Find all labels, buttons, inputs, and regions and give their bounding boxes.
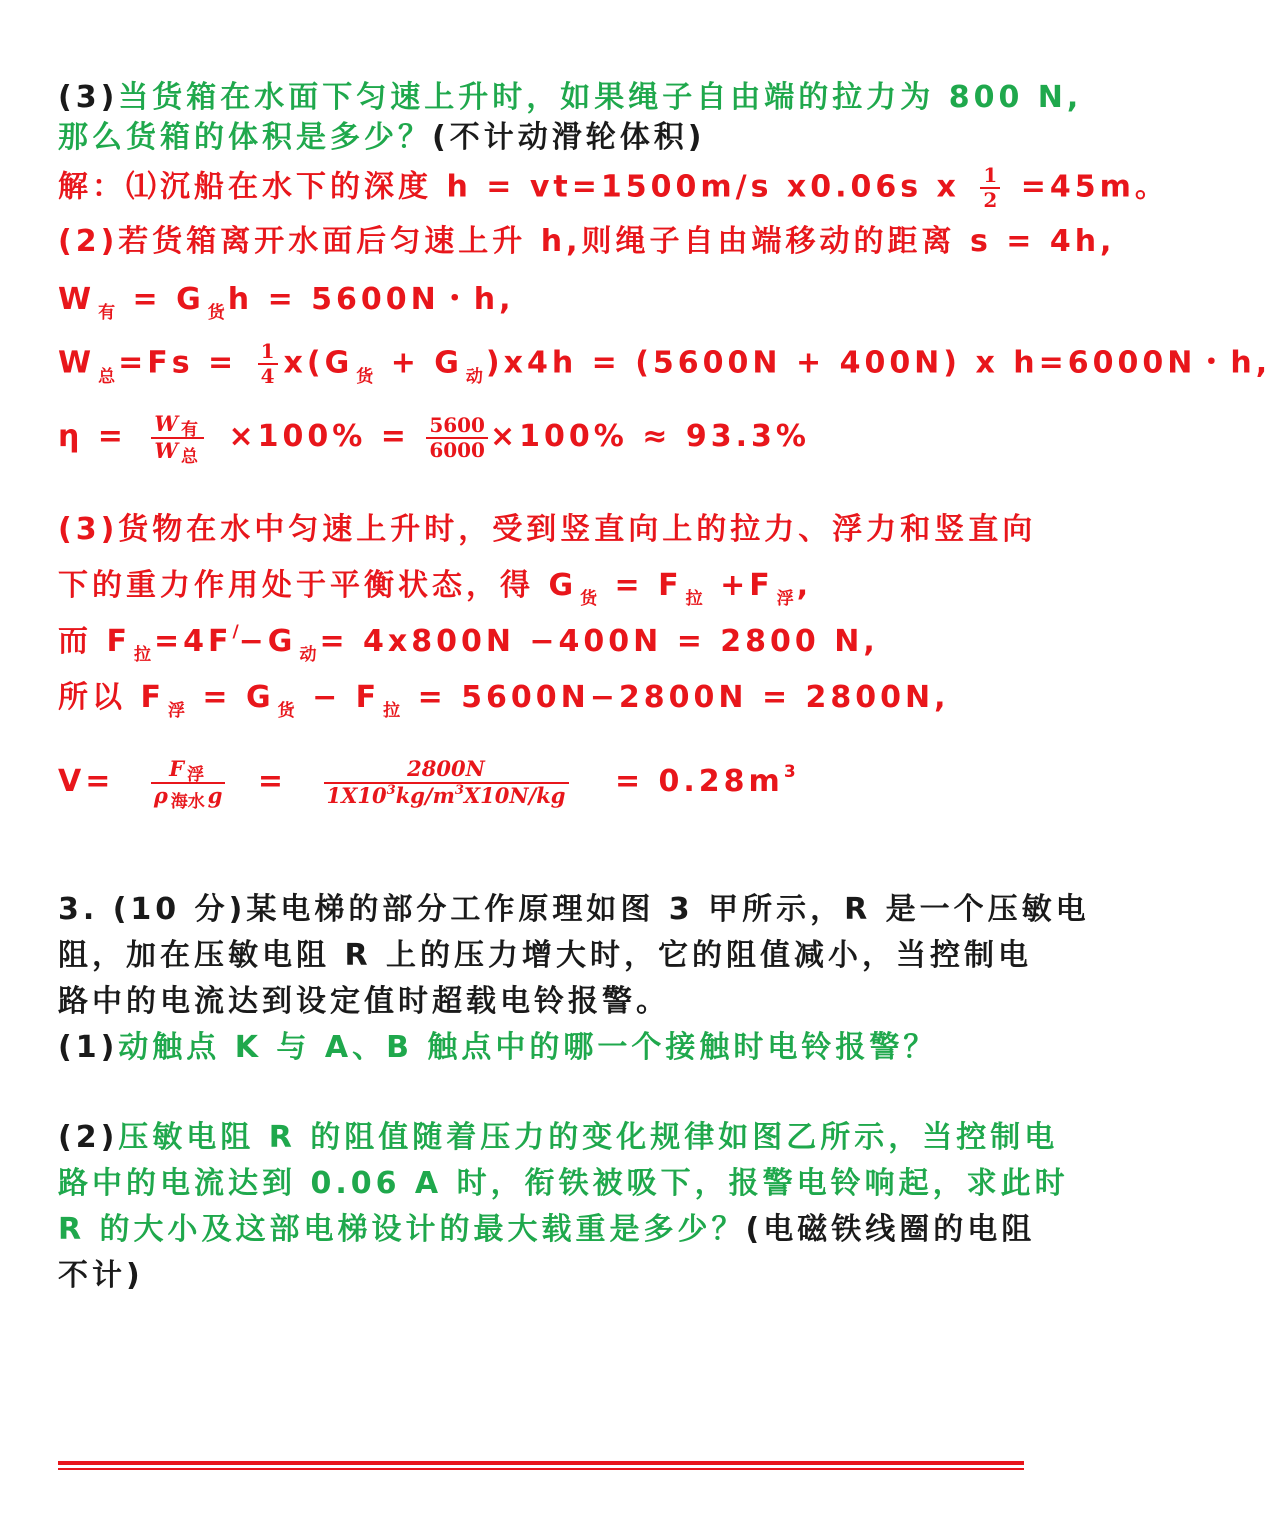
question3-sub2-line2: 路中的电流达到 0.06 A 时，衔铁被吸下，报警电铃响起，求此时 [58, 1166, 1069, 1201]
volume-line: V= $\frac{\text{F 浮}}{\text{ρ 海水 g}}$ = $\frac{2800N}{1X10^3kg/m^3X10N/kg}$ = $0.28m^3$ [58, 756, 796, 812]
fraction-5600-over-6000: $\frac{5600}{6000}$ [426, 414, 488, 462]
part3-label: (3) [58, 80, 119, 115]
question3-sub2-line3: R 的大小及这部电梯设计的最大载重是多少？(电磁铁线圈的电阻 [58, 1212, 1036, 1247]
question3-sub2-line4: 不计) [58, 1258, 144, 1293]
question3-sub2-line1: (2)压敏电阻 R 的阻值随着压力的变化规律如图乙所示，当控制电 [58, 1120, 1059, 1155]
fraction-one-half: $\frac{1}{2}$ [980, 164, 1000, 212]
part3-question-text2: 那么货箱的体积是多少？ [58, 120, 432, 155]
question3-sub1: (1)动触点 K 与 A、B 触点中的哪一个接触时电铃报警？ [58, 1030, 938, 1065]
solution-marker: ⑴ [126, 169, 160, 205]
part3-question-note: (不计动滑轮体积) [432, 120, 706, 155]
part3-question-line1 [58, 78, 1082, 118]
fraction-buoyancy-over-density: $\frac{\text{F 浮}}{\text{ρ 海水 g}}$ [151, 757, 226, 808]
efficiency-line: η = $\frac{\text{W 有}}{\text{W 总}}$ ×100% = $\frac{5600}{6000}$ ×100% ≈ 93.3% [58, 411, 810, 467]
fraction-one-quarter: $\frac{1}{4}$ [258, 340, 278, 388]
part3-question-text: 当货箱在水面下匀速上升时，如果绳子自由端的拉力为 800 N, [118, 80, 1083, 115]
footer-divider-thick [58, 1461, 1024, 1465]
solution2-line1: (2)若货箱离开水面后匀速上升 h,则绳子自由端移动的距离 s = 4h, [58, 224, 1116, 259]
fraction-w-useful-over-w-total: $\frac{\text{W 有}}{\text{W 总}}$ [151, 412, 204, 463]
total-work-line: W $_总$ =Fs = $\frac{1}{4}$ x(G $_货$ + G $_动$ )x4h = (5600N + 400N) x h=6000N・h, [58, 339, 1271, 388]
fraction-volume-numeric: $\frac{2800N}{1X10^3kg/m^3X10N/kg}$ [324, 757, 569, 807]
solution3-line4: 所以 F $_浮$ = G $_货$ − F $_拉$ = 5600N−2800N = 2800N, [58, 680, 950, 721]
solution-prefix: 解： [58, 169, 126, 205]
solution-depth-result: =45m。 [1020, 169, 1169, 205]
solution3-line1: (3)货物在水中匀速上升时，受到竖直向上的拉力、浮力和竖直向 [58, 512, 1037, 547]
question3-line2: 阻，加在压敏电阻 R 上的压力增大时，它的阻值减小，当控制电 [58, 938, 1032, 973]
question3-line1: 3. (10 分)某电梯的部分工作原理如图 3 甲所示，R 是一个压敏电 [58, 892, 1090, 927]
solution-depth-text: 沉船在水下的深度 h = vt=1500m/s x0.06s x [160, 169, 960, 205]
solution-line1 [58, 164, 1169, 212]
part3-question-line2 [58, 118, 705, 158]
solution3-line3: 而 F $_拉$ =4F/−G $_动$ = 4x800N −400N = 2800 N, [58, 622, 879, 665]
footer-divider-thin [58, 1468, 1024, 1470]
useful-work-line: W $_有$ = G $_货$ h = 5600N・h, [58, 282, 515, 323]
question3-line3: 路中的电流达到设定值时超载电铃报警。 [58, 984, 670, 1019]
solution3-line2: 下的重力作用处于平衡状态，得 G $_货$ = F $_拉$ +F $_浮$ , [58, 568, 813, 609]
